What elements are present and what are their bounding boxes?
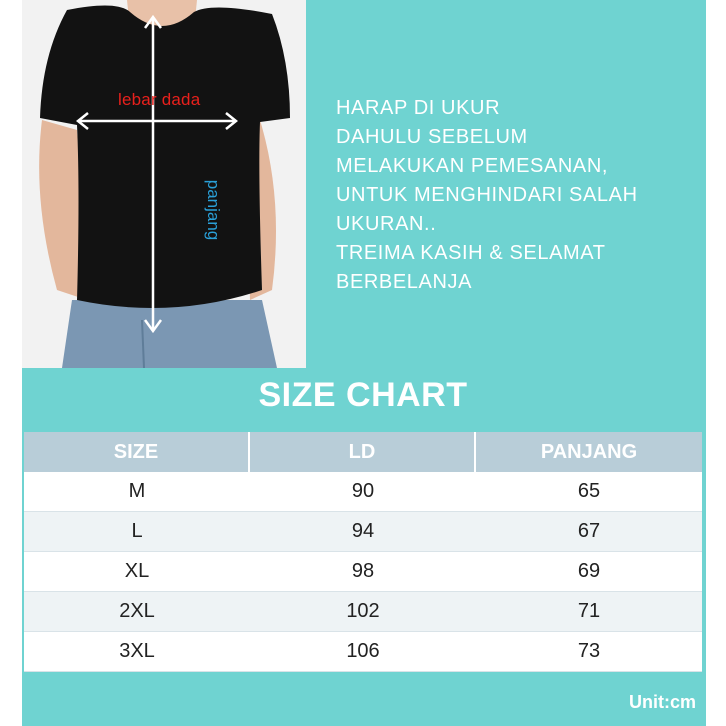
- note-line: UNTUK MENGHINDARI SALAH: [336, 184, 638, 206]
- table-row: [24, 632, 702, 672]
- size-table: [24, 432, 702, 672]
- size-cell: XL: [124, 560, 150, 582]
- note-line: BERBELANJA: [336, 271, 473, 293]
- note-line: HARAP DI UKUR: [336, 97, 501, 119]
- note-line: DAHULU SEBELUM: [336, 126, 528, 148]
- ld-cell: 94: [351, 520, 375, 542]
- chest-width-label: lebar dada: [118, 90, 201, 109]
- header-ld: LD: [250, 432, 476, 472]
- size-cell: 3XL: [119, 640, 155, 662]
- table-row: [24, 512, 702, 552]
- note-line: MELAKUKAN PEMESANAN,: [336, 155, 609, 177]
- note-line: UKURAN..: [336, 213, 437, 235]
- unit-label: Unit:cm: [629, 692, 696, 712]
- size-cell: 2XL: [119, 600, 155, 622]
- header-size: SIZE: [24, 432, 250, 472]
- note-line: TREIMA KASIH & SELAMAT: [336, 242, 606, 264]
- panjang-cell: 71: [577, 600, 601, 622]
- table-row: [24, 592, 702, 632]
- instruction-note: [336, 94, 706, 297]
- size-cell: M: [128, 480, 146, 502]
- table-header-row: [24, 432, 702, 472]
- panjang-cell: 67: [577, 520, 601, 542]
- panjang-cell: 73: [577, 640, 601, 662]
- panjang-cell: 65: [577, 480, 601, 502]
- ld-cell: 102: [346, 600, 380, 622]
- size-chart-title: [0, 376, 726, 415]
- tshirt-photo: [22, 0, 306, 368]
- ld-cell: 90: [351, 480, 375, 502]
- tshirt-illustration: [22, 0, 306, 368]
- title-text: SIZE CHART: [258, 376, 468, 414]
- length-label: panjang: [204, 179, 223, 241]
- table-row: [24, 472, 702, 512]
- size-cell: L: [131, 520, 143, 542]
- panjang-cell: 69: [577, 560, 601, 582]
- header-panjang: PANJANG: [540, 440, 638, 463]
- ld-cell: 106: [346, 640, 380, 662]
- table-row: [24, 552, 702, 592]
- ld-cell: 98: [351, 560, 375, 582]
